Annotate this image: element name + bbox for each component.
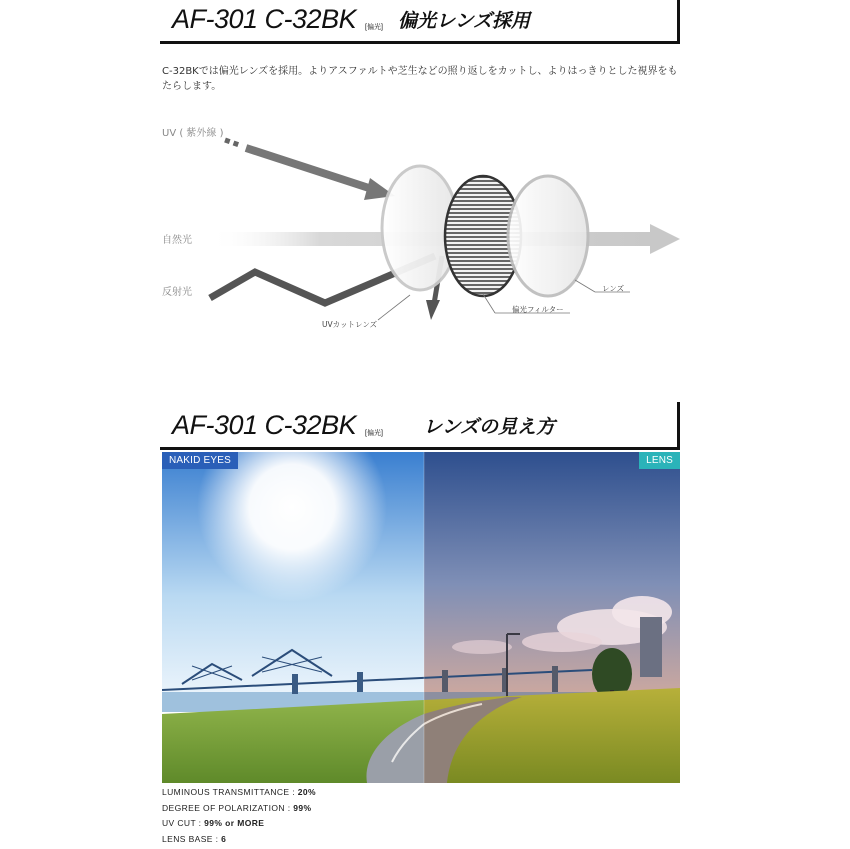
spec-label: LENS BASE : (162, 833, 222, 844)
polarizing-filter-label: 偏光フィルター (512, 305, 564, 314)
lens-label: レンズ (602, 284, 625, 293)
spec-list (162, 785, 682, 847)
spec-uv-cut (162, 816, 682, 832)
reflected-light-label: 反射光 (162, 287, 192, 298)
comparison-photo (162, 452, 680, 783)
uv-arrow (225, 140, 395, 200)
naked-eyes-badge: NAKID EYES (162, 452, 238, 469)
spec-label: DEGREE OF POLARIZATION : (162, 802, 294, 813)
lens-badge: LENS (639, 452, 680, 469)
model-name: AF-301 C-32BK (172, 410, 357, 440)
spec-label: UV CUT : (162, 818, 205, 828)
section-heading-view (160, 402, 680, 450)
model-name: AF-301 C-32BK (172, 4, 357, 34)
spec-lens-base (162, 832, 682, 848)
spec-value: 6 (221, 833, 227, 844)
spec-luminous-transmittance (162, 785, 682, 801)
section-heading-polarized (160, 0, 680, 44)
lens-diagram (150, 120, 690, 340)
intro-text: C-32BKでは偏光レンズを採用。よりアスファルトや芝生などの照り返しをカットし、よりはっきりとした視界をもたらします。 (162, 66, 678, 92)
uv-label: UV ( 紫外線 ) (162, 128, 224, 139)
polarized-tag: [偏光] (365, 430, 383, 437)
polarized-tag: [偏光] (365, 24, 383, 31)
section-title: レンズの見え方 (423, 416, 555, 438)
uv-cut-lens-label: UVカットレンズ (322, 320, 378, 329)
section-title: 偏光レンズ採用 (398, 10, 530, 32)
spec-label: LUMINOUS TRANSMITTANCE : (162, 787, 298, 797)
natural-light-label: 自然光 (162, 235, 192, 246)
spec-degree-of-polarization (162, 801, 682, 817)
spec-value: 99% or MORE (204, 818, 265, 828)
spec-value: 20% (297, 787, 316, 797)
outer-lens (508, 176, 588, 296)
spec-value: 99% (293, 802, 312, 813)
